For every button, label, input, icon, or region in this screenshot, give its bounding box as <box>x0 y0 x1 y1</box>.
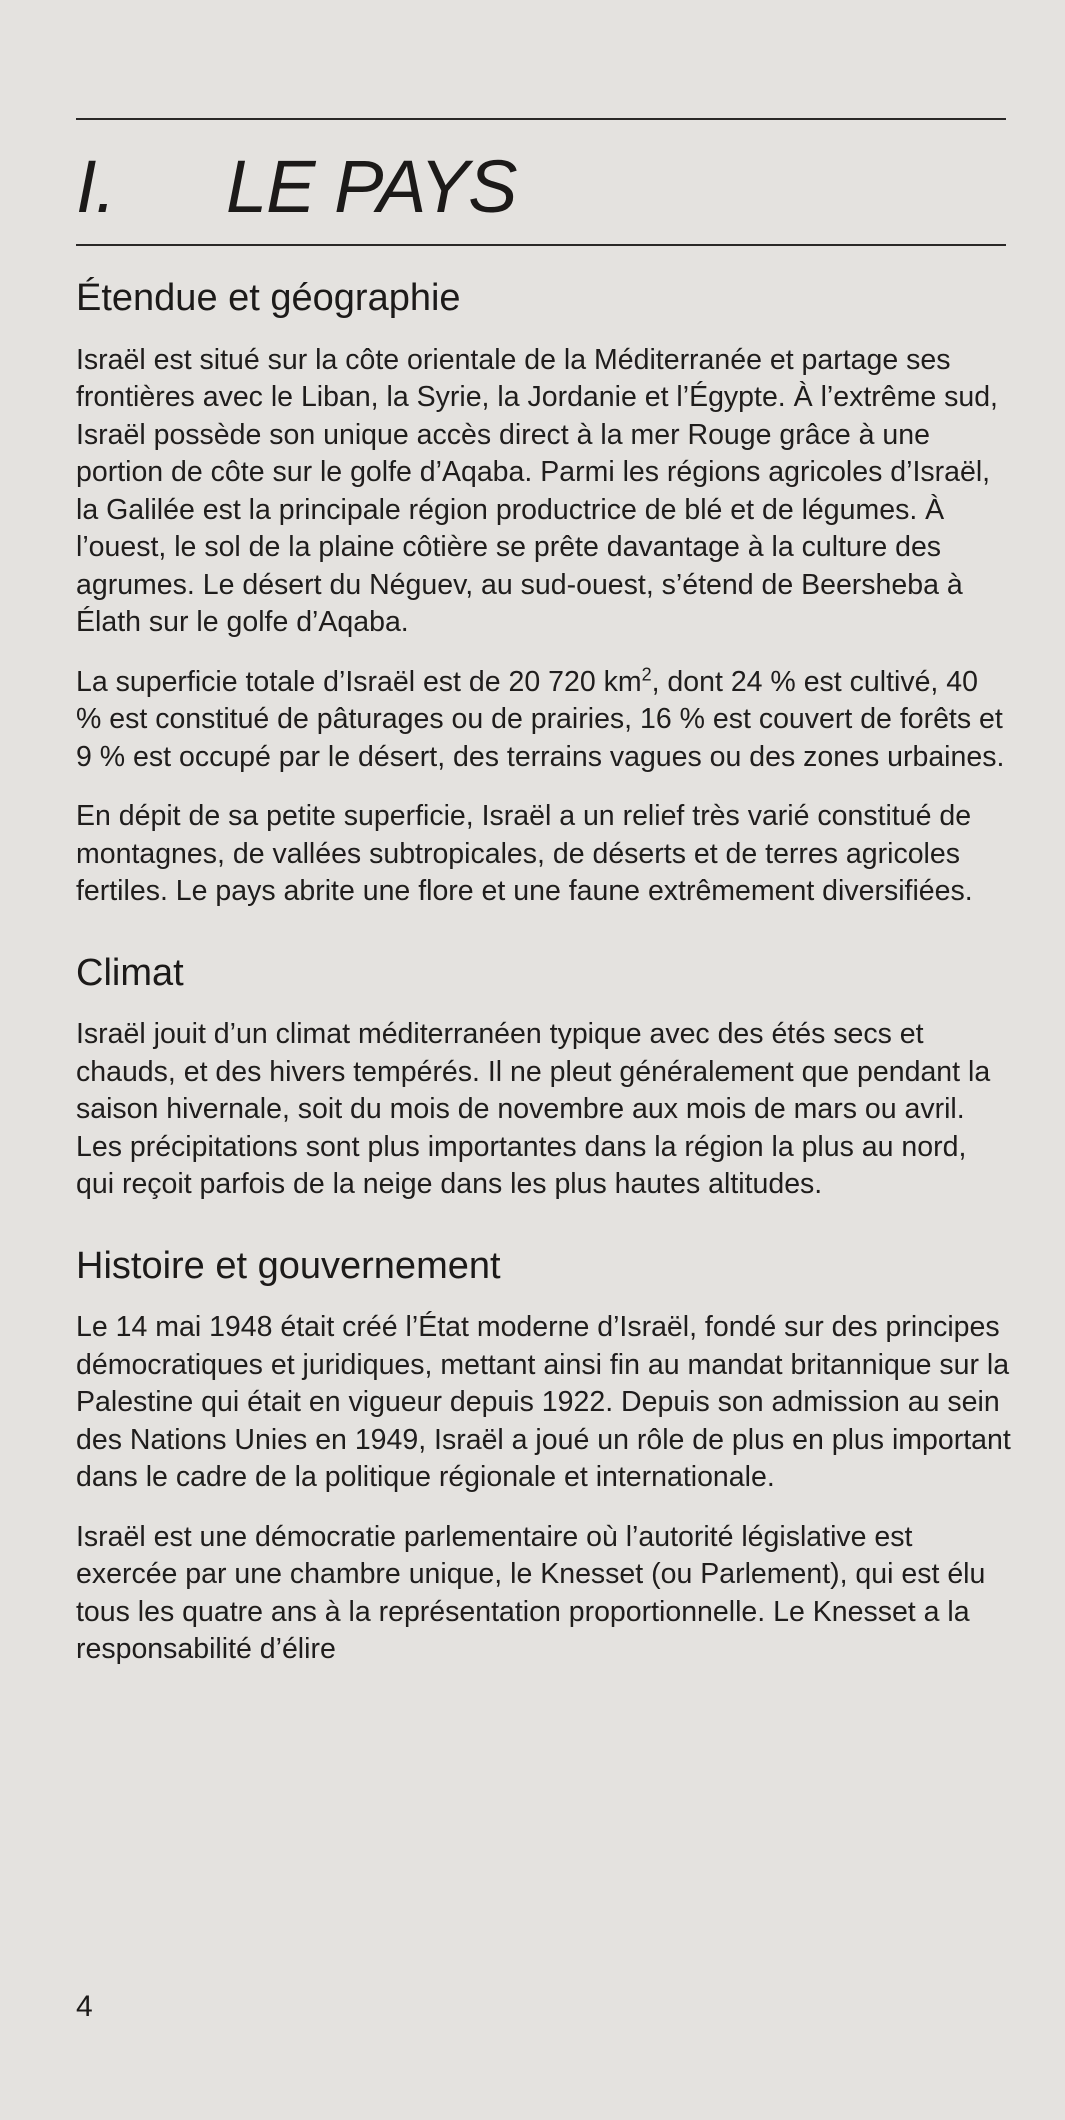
chapter-number: I. <box>76 144 116 228</box>
body-text <box>76 276 1011 1691</box>
paragraph: Israël est situé sur la côte orientale de la Méditerranée et partage ses frontières avec le Liban, la Syrie, la Jordanie et l’Égypte. À l’extrême sud, Israël possède son unique accès direct à la mer Rouge grâce à une portion de côte sur le golfe d’Aqaba. Parmi les régions agricoles d’Israël, la Galilée est la principale région productrice de blé et de légumes. À l’ouest, le sol de la plaine côtière se prête davantage à la culture des agrumes. Le désert du Néguev, au sud-ouest, s’étend de Beersheba à Élath sur le golfe d’Aqaba. <box>76 343 998 639</box>
paragraph: En dépit de sa petite superficie, Israël a un relief très varié constitué de montagnes, de vallées subtropicales, de déserts et de terres agricoles fertiles. Le pays abrite une flore et une faune extrêmement diversifiées. <box>76 800 973 908</box>
paragraph: Israël est une démocratie parlementaire où l’autorité législative est exercée par une chambre unique, le Knesset (ou Parlement), qui est élu tous les quatre ans à la représentation proportionnelle. Le Knesset a la responsabilité d’élire <box>76 1520 986 1666</box>
paragraph-area <box>76 664 1011 777</box>
section-heading-history: Histoire et gouvernement <box>76 1244 501 1287</box>
page-number: 4 <box>76 1990 93 2023</box>
superscript: 2 <box>641 664 652 685</box>
top-rule <box>76 118 1006 120</box>
chapter-heading <box>76 136 517 236</box>
bottom-rule <box>76 244 1006 246</box>
paragraph: Le 14 mai 1948 était créé l’État moderne d’Israël, fondé sur des principes démocratiques et juridiques, mettant ainsi fin au mandat britannique sur la Palestine qui était en vigueur depuis 1922. Depuis son admission au sein des Nations Unies en 1949, Israël a joué un rôle de plus en plus important dans le cadre de la politique régionale et internationale. <box>76 1311 1011 1494</box>
section-heading-geography: Étendue et géographie <box>76 277 461 319</box>
section-heading-climate: Climat <box>76 951 184 994</box>
area-text-before: La superficie totale d’Israël est de 20 720 km <box>76 665 642 698</box>
chapter-title: LE PAYS <box>226 144 517 228</box>
area-text-after: , dont 24 % est cultivé, 40 % est constitué de pâturages ou de prairies, 16 % est couvert de forêts et 9 % est occupé par le désert, des terrains vagues ou des zones urbaines. <box>76 665 1005 773</box>
paragraph: Israël jouit d’un climat méditerranéen typique avec des étés secs et chauds, et des hivers tempérés. Il ne pleut généralement que pendant la saison hivernale, soit du mois de novembre aux mois de mars ou avril. Les précipitations sont plus importantes dans la région la plus au nord, qui reçoit parfois de la neige dans les plus hautes altitudes. <box>76 1018 991 1201</box>
